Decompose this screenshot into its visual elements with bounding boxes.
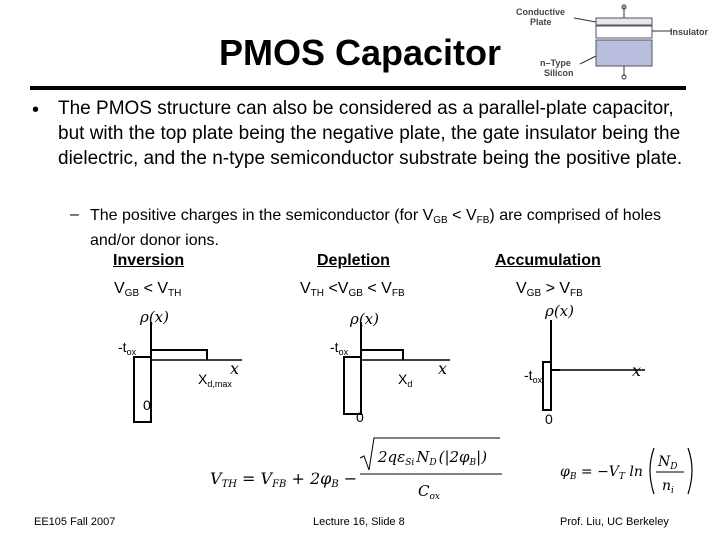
bullet-marker: • <box>32 99 40 121</box>
depletion-zero-label: 0 <box>356 409 364 425</box>
silicon-layer <box>596 40 652 66</box>
footer-course: EE105 Fall 2007 <box>34 516 116 528</box>
svg-text:ND: $N_D$ <box>658 454 678 472</box>
depletion-rho-label: ρ(x) <box>350 310 379 328</box>
page-title: PMOS Capacitor <box>218 32 502 73</box>
depletion-x-label: x <box>438 359 448 378</box>
svg-text:Cox: $C_{ox}$ <box>418 482 440 502</box>
inversion-condition: $V_{GB} < V_{TH}$ <box>114 280 182 299</box>
main-bullet: The PMOS structure can also be considered as a parallel-plate capacitor, but with the top plate being the negative plate, the gate insulator being the dielectric, and the n-type semiconductor substrate being the positive plate. <box>58 98 683 169</box>
inversion-x-label: x <box>230 359 240 378</box>
accumulation-zero-label: 0 <box>545 411 553 427</box>
insulator-layer <box>596 26 652 38</box>
capacitor-structure-diagram <box>512 4 718 82</box>
inversion-tox-label: $-t_{ox}$ <box>118 339 137 357</box>
svg-text:φB = −VT ln: $\varphi_B = -V_T$ ln <box>560 464 643 482</box>
inversion-xd-label: $X_{d,max}$ <box>198 371 232 389</box>
depletion-tox-label: $-t_{ox}$ <box>330 339 349 357</box>
vth-formula <box>210 438 502 502</box>
inset-plate-label-2: Plate <box>530 17 552 27</box>
inset-silicon-label-2: Silicon <box>544 68 574 78</box>
depletion-condition: $V_{TH} <V_{GB} < V_{FB}$ <box>300 280 405 299</box>
conductive-plate <box>596 18 652 25</box>
footer-slide-number: Lecture 16, Slide 8 <box>313 516 405 528</box>
svg-text:VTH = VFB + 2φB −: VTH = VFB + 2φB − <box>210 469 358 490</box>
depletion-heading: Depletion <box>317 252 390 269</box>
accumulation-tox-label: $-t_{ox}$ <box>524 367 543 385</box>
formulas <box>200 434 710 504</box>
title-divider <box>30 86 686 90</box>
sub-bullet: The positive charges in the semiconductor (for $V_{GB} < V_{FB}$) are comprised of holes and/or donor ions. <box>90 207 662 249</box>
charge-density-diagrams <box>0 300 720 430</box>
accumulation-condition: $V_{GB} > V_{FB}$ <box>516 280 583 299</box>
inset-insulator-label: Insulator <box>670 27 709 37</box>
accumulation-x-label: x <box>632 361 642 380</box>
inversion-plot <box>118 308 242 422</box>
inversion-rho-label: ρ(x) <box>140 308 169 326</box>
accumulation-plot <box>524 302 645 427</box>
inset-silicon-label-1: n–Type <box>540 58 571 68</box>
accumulation-heading: Accumulation <box>495 252 601 269</box>
inset-plate-label-1: Conductive <box>516 7 566 17</box>
svg-text:2qεSiND(|2φB|): $2q\varepsilon_{Si}$ $N_D$ $(|2\varphi_B|)$ <box>378 448 488 468</box>
inversion-zero-label: 0 <box>143 397 151 413</box>
depletion-xd-label: $X_d$ <box>398 371 413 389</box>
footer-author: Prof. Liu, UC Berkeley <box>560 516 669 528</box>
phib-formula <box>560 448 692 496</box>
sub-bullet-marker: – <box>70 206 79 223</box>
svg-text:ni: $n_i$ <box>662 478 674 496</box>
depletion-plot <box>330 310 450 425</box>
accumulation-rho-label: ρ(x) <box>545 302 574 320</box>
inversion-heading: Inversion <box>113 252 185 269</box>
